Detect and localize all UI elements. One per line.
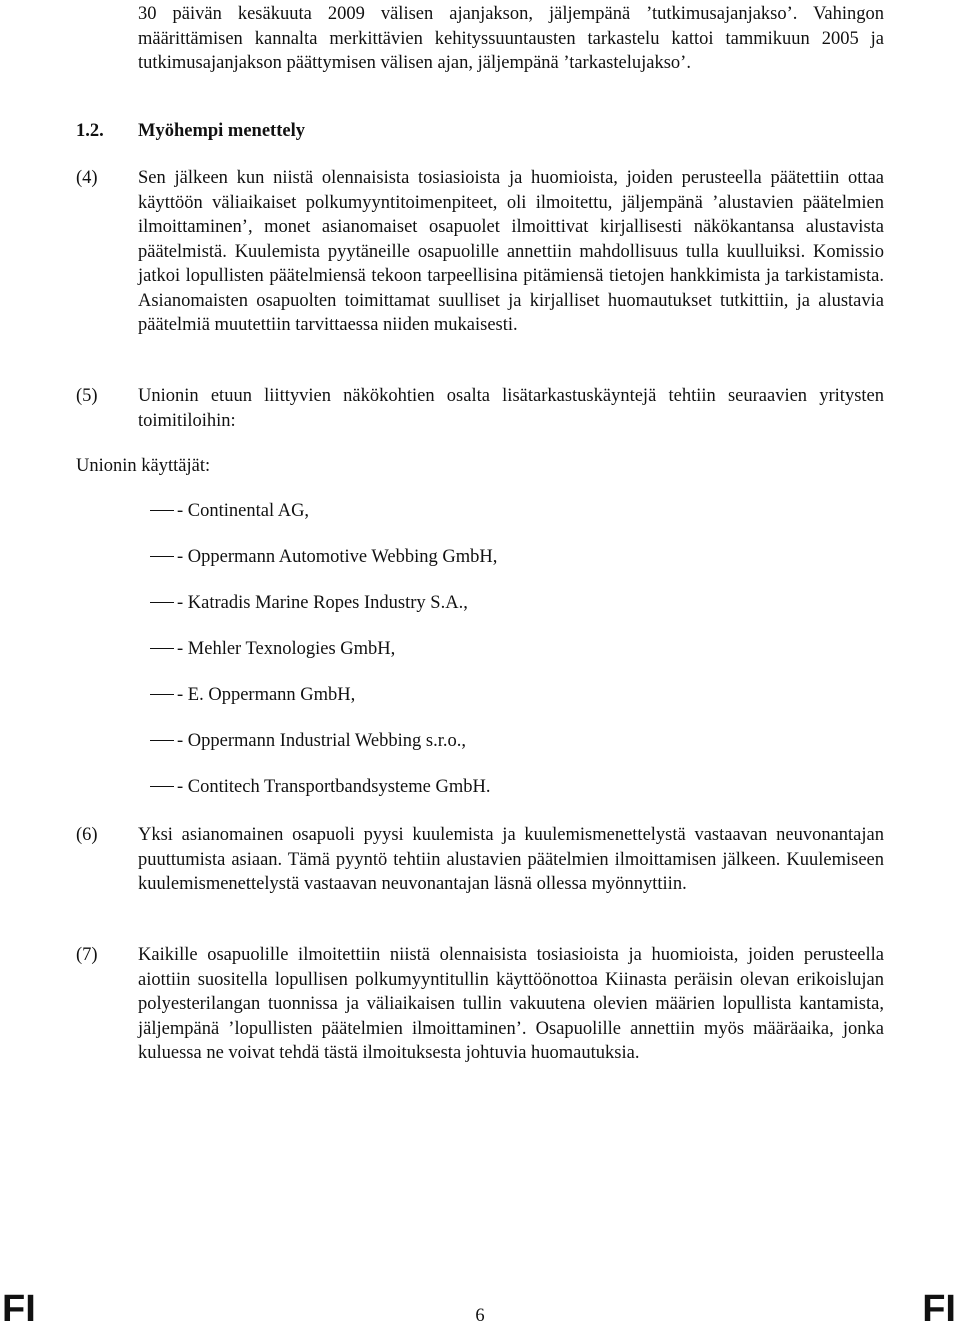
dash-icon [150, 510, 174, 511]
dash-icon [150, 648, 174, 649]
list-item: - Oppermann Industrial Webbing s.r.o., [150, 729, 497, 775]
section-number: 1.2. [76, 121, 104, 141]
users-label: Unionin käyttäjät: [76, 456, 211, 476]
dash-icon [150, 694, 174, 695]
list-item: - E. Oppermann GmbH, [150, 683, 497, 729]
list-item: - Continental AG, [150, 499, 497, 545]
list-item: - Oppermann Automotive Webbing GmbH, [150, 545, 497, 591]
paragraph-text: Yksi asianomainen osapuoli pyysi kuulemista ja kuulemismenettelystä vastaavan neuvonantajan puuttumista asiaan. Tämä pyyntö tehtiin alustavien päätelmien ilmoittamisen jälkeen. Kuulemiseen kuulemismenettelystä vastaavan neuvonantajan läsnä ollessa myönnyttiin. [138, 825, 884, 894]
dash-icon [150, 740, 174, 741]
paragraph-7 [76, 943, 884, 1066]
dash-icon [150, 602, 174, 603]
dash-icon [150, 786, 174, 787]
paragraph-number: (6) [76, 825, 98, 845]
section-heading [76, 121, 305, 142]
paragraph-text: Sen jälkeen kun niistä olennaisista tosiasioista ja huomioista, joiden perusteella päätettiin ottaa käyttöön väliaikaiset polkumyyntitoimenpiteet, oli ilmoitettu, jäljempänä ’alustavien päätelmien ilmoittaminen’, monet asianomaiset osapuolet ilmoittivat kirjallisesti näkökantansa alustavista päätelmistä. Kuulemista pyytäneille osapuolille annettiin mahdollisuus tulla kuulluiksi. Komissio jatkoi lopullisten päätelmiensä tekoon tarpeellisina pitämiensä tietojen hankkimista ja tarkistamista. Asianomaisten osapuolten toimittamat suulliset ja kirjalliset huomautukset tutkittiin, ja alustavia päätelmiä muutettiin tarvittaessa niiden mukaisesti. [138, 168, 884, 335]
footer-language-code-left: FI [2, 1288, 36, 1330]
list-item: - Contitech Transportbandsysteme GmbH. [150, 775, 497, 821]
users-list [150, 499, 497, 821]
page-number: 6 [475, 1306, 485, 1326]
list-item: - Katradis Marine Ropes Industry S.A., [150, 591, 497, 637]
list-item: - Mehler Texnologies GmbH, [150, 637, 497, 683]
paragraph-number: (5) [76, 386, 98, 406]
paragraph-4 [76, 166, 884, 338]
paragraph-number: (4) [76, 168, 98, 188]
intro-paragraph: 30 päivän kesäkuuta 2009 välisen ajanjakson, jäljempänä ’tutkimusajanjakso’. Vahingon määrittämisen kannalta merkittävien kehityssuuntausten tarkastelu kattoi tammikuun 2005 ja tutkimusajanjakson päättymisen välisen ajan, jäljempänä ’tarkastelujakso’. [138, 4, 884, 73]
paragraph-number: (7) [76, 945, 98, 965]
dash-icon [150, 556, 174, 557]
paragraph-text: Unionin etuun liittyvien näkökohtien osalta lisätarkastuskäyntejä tehtiin seuraavien yritysten toimitiloihin: [138, 386, 884, 431]
paragraph-6 [76, 823, 884, 897]
paragraph-5 [76, 384, 884, 433]
paragraph-text: Kaikille osapuolille ilmoitettiin niistä olennaisista tosiasioista ja huomioista, joiden perusteella aiottiin suositella lopullisen polkumyyntitullin käyttöönottoa Kiinasta peräisin olevan erikoislujan polyesterilangan tuonnissa ja väliaikaisen tullin vakuutena olevien määrien lopullista kantamista, jäljempänä ’lopullisten päätelmien ilmoittaminen’. Osapuolille annettiin myös määräaika, jonka kuluessa ne voivat tehdä tästä ilmoituksesta johtuvia huomautuksia. [138, 945, 884, 1063]
section-title: Myöhempi menettely [138, 121, 305, 141]
footer-language-code-right: FI [922, 1288, 956, 1330]
